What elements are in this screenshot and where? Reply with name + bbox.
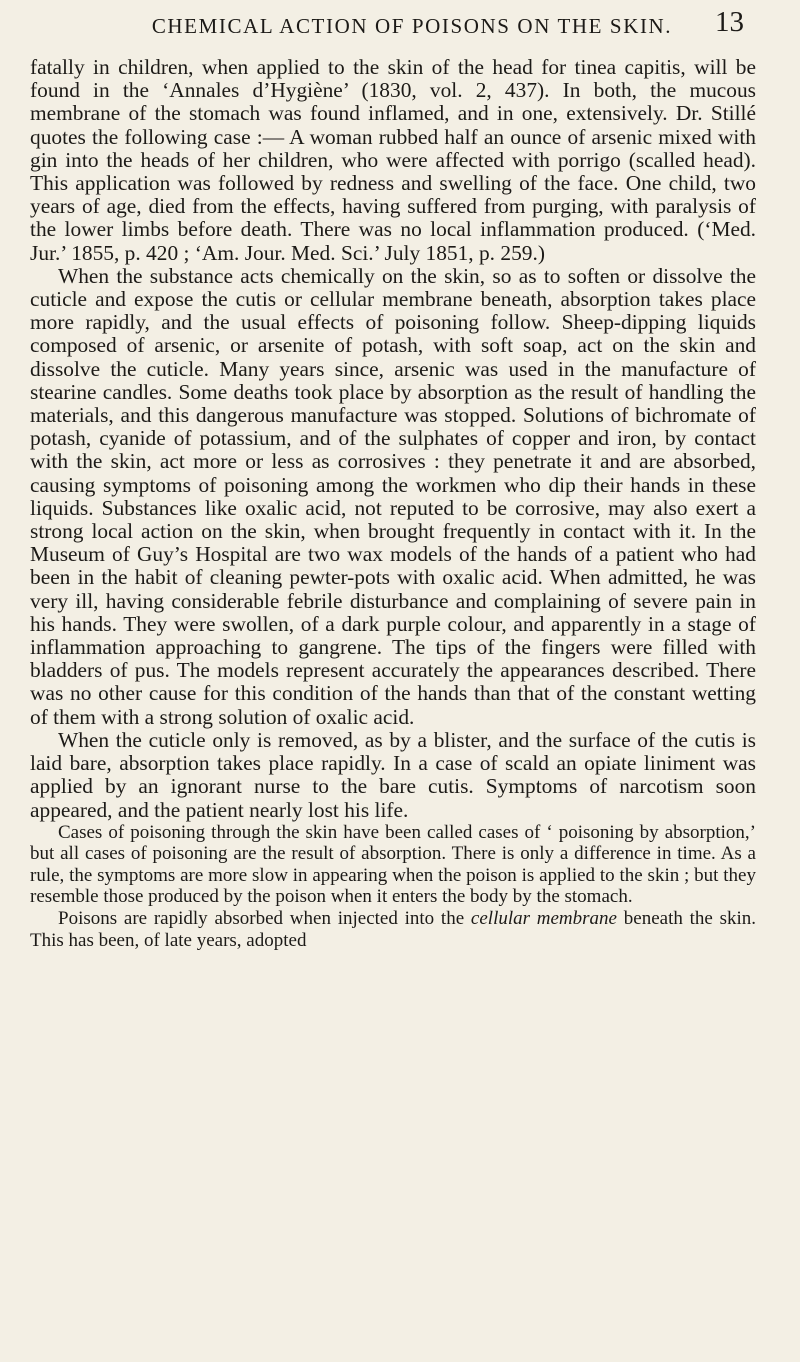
- running-head: [30, 0, 756, 56]
- paragraph-poisoning-by-absorption: Cases of poisoning through the skin have been called cases of ‘ poisoning by absorption,’ but all cases of poisoning are the result of absorption. There is only a difference in time. As a rule, the symptoms are more slow in appearing when the poison is applied to the skin ; but they resemble those produced by the poison when it enters the body by the stomach.: [30, 821, 756, 908]
- small-text: [30, 822, 756, 952]
- running-title: CHEMICAL ACTION OF POISONS ON THE SKIN.: [151, 14, 673, 38]
- paragraph-injection: [30, 908, 756, 951]
- text-run: Poisons are rapidly absorbed when injected into the: [58, 908, 471, 930]
- text-run: beneath the skin. This has been, of late years, adopted: [30, 908, 757, 951]
- italic-term: cellular membrane: [470, 908, 617, 930]
- paragraph-cuticle-removed: When the cuticle only is removed, as by a blister, and the surface of the cutis is laid bare, absorption takes place rapidly. In a case of scald an opiate liniment was applied by an ignorant nurse to the bare cutis. Symptoms of narcotism soon appeared, and the patient nearly lost his life.: [30, 727, 756, 822]
- paragraph-arsenic-children: fatally in children, when applied to the skin of the head for tinea capitis, will be found in the ‘Annales d’Hygiène’ (1830, vol. 2, 437). In both, the mucous membrane of the stomach was found inflamed, and in one, extensively. Dr. Stillé quotes the following case :— A woman rubbed half an ounce of arsenic mixed with gin into the heads of her children, who were affected with porrigo (scalled head). This application was followed by redness and swelling of the face. One child, two years of age, died from the effects, having suffered from purging, with paralysis of the lower limbs before death. There was no local inflammation produced. (‘Med. Jur.’ 1855, p. 420 ; ‘Am. Jour. Med. Sci.’ July 1851, p. 259.): [30, 55, 756, 265]
- page-number: 13: [715, 6, 744, 38]
- paragraph-chemical-action: When the substance acts chemically on the skin, so as to soften or dissolve the cuticle and expose the cutis or cellular membrane beneath, absorption takes place more rapidly, and the usual effects of poisoning follow. Sheep-dipping liquids composed of arsenic, or arsenite of potash, with soft soap, act on the skin and dissolve the cuticle. Many years since, arsenic was used in the manufacture of stearine candles. Some deaths took place by absorption as the result of handling the materials, and this dangerous manufacture was stopped. Solutions of bichromate of potash, cyanide of potassium, and of the sulphates of copper and iron, by contact with the skin, act more or less as corrosives : they penetrate it and are absorbed, causing symptoms of poisoning among the workmen who dip their hands in these liquids. Substances like oxalic acid, not reputed to be corrosive, may also exert a strong local action on the skin, when brought frequently in contact with it. In the Museum of Guy’s Hospital are two wax models of the hands of a patient who had been in the habit of cleaning pewter-pots with oxalic acid. When admitted, he was very ill, having considerable febrile disturbance and complaining of severe pain in his hands. They were swollen, of a dark purple colour, and apparently in a stage of inflammation approaching to gangrene. The tips of the fingers were filled with bladders of pus. The models represent accurately the appearances described. There was no other cause for this condition of the hands than that of the constant wetting of them with a strong solution of oxalic acid.: [30, 263, 756, 729]
- body-text: [30, 56, 756, 822]
